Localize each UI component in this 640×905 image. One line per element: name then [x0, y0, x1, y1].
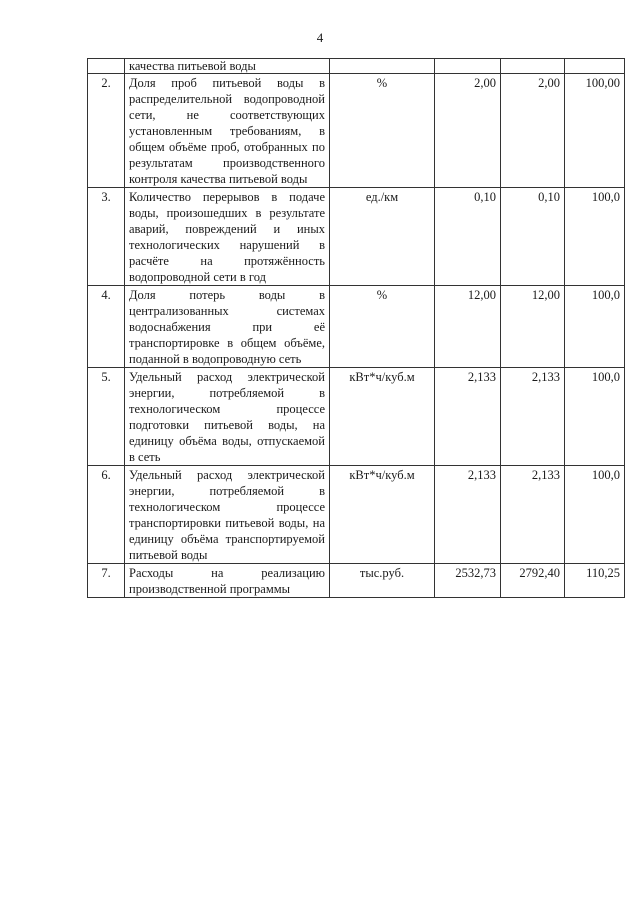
row-description: Доля потерь воды в централизованных системах водоснабжения при её транспортировке в общем объёме, поданной в водопроводную сеть	[125, 286, 330, 368]
row-value-1: 2532,73	[435, 564, 501, 598]
row-value-2: 12,00	[501, 286, 565, 368]
row-value-3: 100,0	[565, 286, 625, 368]
unit-cell	[330, 59, 435, 74]
row-value-3: 100,0	[565, 466, 625, 564]
row-description: Удельный расход электрической энергии, потребляемой в технологическом процессе подготовки питьевой воды, на единицу объёма воды, отпускаемой в сеть	[125, 368, 330, 466]
table-row	[88, 286, 625, 368]
row-value-1: 2,00	[435, 74, 501, 188]
row-unit: кВт*ч/куб.м	[330, 466, 435, 564]
row-unit: ед./км	[330, 188, 435, 286]
row-unit: кВт*ч/куб.м	[330, 368, 435, 466]
row-number: 5.	[88, 368, 125, 466]
row-number: 4.	[88, 286, 125, 368]
row-value-1: 0,10	[435, 188, 501, 286]
table-row	[88, 368, 625, 466]
table-row	[88, 74, 625, 188]
row-number: 2.	[88, 74, 125, 188]
row-description: Доля проб питьевой воды в распределительной водопроводной сети, не соответствующих установленным требованиям, в общем объёме проб, отобранных по результатам производственного контроля качества питьевой воды	[125, 74, 330, 188]
table-row	[88, 564, 625, 598]
row-value-2: 2792,40	[501, 564, 565, 598]
indicators-table	[87, 58, 625, 598]
row-description: качества питьевой воды	[125, 59, 330, 74]
row-value-3: 110,25	[565, 564, 625, 598]
row-value-2: 2,00	[501, 74, 565, 188]
row-number-cell	[88, 59, 125, 74]
row-value-1: 2,133	[435, 368, 501, 466]
row-description: Удельный расход электрической энергии, потребляемой в технологическом процессе транспортировки питьевой воды, на единицу объёма транспортируемой питьевой воды	[125, 466, 330, 564]
row-value-1: 2,133	[435, 466, 501, 564]
row-description: Количество перерывов в подаче воды, произошедших в результате аварий, повреждений и иных технологических нарушений в расчёте на протяжённость водопроводной сети в год	[125, 188, 330, 286]
row-number: 3.	[88, 188, 125, 286]
row-value-1: 12,00	[435, 286, 501, 368]
row-number: 6.	[88, 466, 125, 564]
row-description: Расходы на реализацию производственной программы	[125, 564, 330, 598]
value-cell-2	[501, 59, 565, 74]
page-number: 4	[316, 30, 324, 45]
row-value-3: 100,0	[565, 368, 625, 466]
row-value-3: 100,0	[565, 188, 625, 286]
value-cell-3	[565, 59, 625, 74]
row-value-2: 2,133	[501, 368, 565, 466]
table-row-continuation	[88, 59, 625, 74]
row-value-2: 0,10	[501, 188, 565, 286]
row-unit: %	[330, 74, 435, 188]
table-row	[88, 466, 625, 564]
row-unit: %	[330, 286, 435, 368]
value-cell-1	[435, 59, 501, 74]
row-number: 7.	[88, 564, 125, 598]
table-row	[88, 188, 625, 286]
row-value-3: 100,00	[565, 74, 625, 188]
row-value-2: 2,133	[501, 466, 565, 564]
row-unit: тыс.руб.	[330, 564, 435, 598]
